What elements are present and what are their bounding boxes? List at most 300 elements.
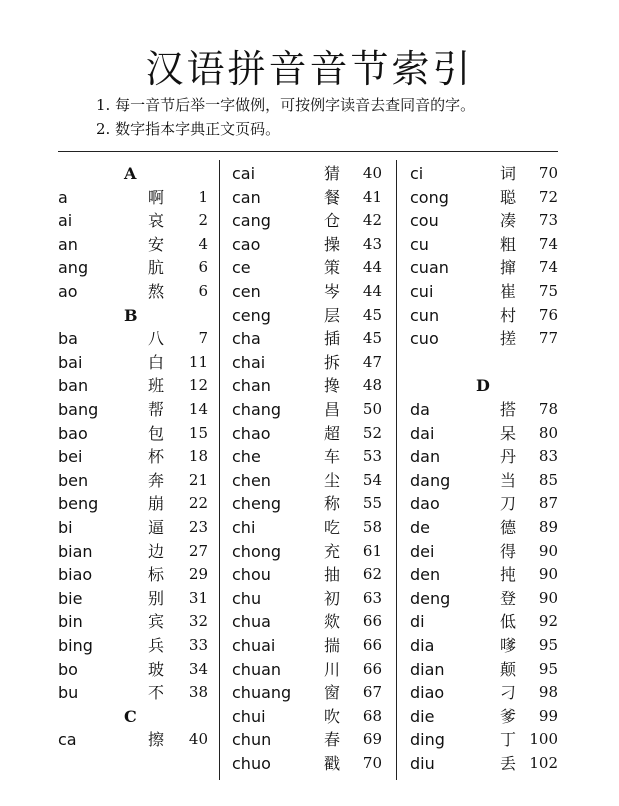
page-number: 85 — [538, 470, 558, 489]
example-character: 抽 — [324, 565, 341, 585]
blank-row — [410, 351, 558, 375]
example-character: 撺 — [500, 258, 517, 278]
page-number: 90 — [538, 541, 558, 560]
pinyin-syllable: ben — [58, 470, 89, 490]
page-number: 40 — [362, 164, 382, 182]
pinyin-syllable: dai — [410, 423, 435, 443]
syllable-row-ban — [58, 374, 208, 398]
pinyin-syllable: dia — [410, 636, 435, 655]
syllable-row-ceng — [232, 304, 382, 328]
pinyin-syllable: ci — [410, 164, 424, 183]
page-number: 6 — [198, 282, 208, 300]
page-number: 92 — [538, 612, 558, 631]
example-character: 充 — [324, 541, 341, 561]
page-number: 78 — [538, 400, 558, 418]
page-number: 83 — [538, 447, 558, 466]
example-character: 粗 — [500, 234, 517, 254]
example-character: 春 — [324, 730, 341, 750]
page-number: 100 — [529, 730, 558, 749]
page-number: 2 — [198, 211, 208, 230]
page-number: 45 — [362, 329, 382, 348]
section-letter: A — [124, 164, 137, 183]
syllable-row-dei — [410, 540, 558, 564]
example-character: 玻 — [148, 659, 165, 679]
pinyin-syllable: chen — [232, 470, 271, 490]
pinyin-syllable: bi — [58, 518, 73, 537]
pinyin-syllable: bu — [58, 683, 79, 703]
syllable-row-chong — [232, 540, 382, 564]
page-number: 44 — [362, 282, 382, 300]
syllable-row-bu — [58, 681, 208, 705]
pinyin-syllable: chun — [232, 730, 272, 750]
pinyin-syllable: dian — [410, 659, 445, 679]
page-number: 18 — [188, 447, 208, 466]
pinyin-syllable: chong — [232, 541, 282, 561]
pinyin-syllable: cao — [232, 234, 261, 254]
syllable-row-dao — [410, 492, 558, 516]
syllable-row-can — [232, 186, 382, 210]
pinyin-syllable: bei — [58, 447, 83, 467]
syllable-row-cang — [232, 209, 382, 233]
syllable-row-ding — [410, 728, 558, 752]
page-number: 6 — [198, 258, 208, 277]
section-letter-d — [410, 374, 558, 398]
pinyin-syllable: cong — [410, 187, 449, 207]
page-number: 52 — [362, 423, 382, 442]
example-character: 兵 — [148, 636, 165, 655]
page-number: 40 — [188, 730, 208, 749]
page-number: 95 — [538, 659, 558, 678]
section-letter-b — [58, 304, 208, 328]
page-number: 66 — [362, 659, 382, 678]
note-1: 1. 每一音节后举一字做例，可按例字读音去查同音的字。 — [96, 96, 476, 114]
example-character: 擦 — [148, 730, 165, 750]
example-character: 啊 — [148, 187, 165, 207]
example-character: 词 — [500, 164, 517, 183]
page-number: 61 — [362, 541, 382, 560]
example-character: 杯 — [148, 447, 165, 467]
example-character: 别 — [148, 588, 165, 608]
pinyin-syllable: bang — [58, 400, 99, 419]
pinyin-syllable: dei — [410, 541, 435, 561]
page-number: 47 — [362, 352, 382, 371]
syllable-row-a — [58, 186, 208, 210]
pinyin-syllable: da — [410, 400, 430, 419]
pinyin-syllable: den — [410, 565, 441, 585]
pinyin-syllable: ce — [232, 258, 251, 278]
column-divider-1 — [219, 160, 220, 780]
syllable-row-cao — [232, 233, 382, 257]
page-number: 90 — [538, 565, 558, 584]
section-letter: C — [124, 706, 137, 726]
page-number: 4 — [198, 234, 208, 253]
syllable-row-an — [58, 233, 208, 257]
page-number: 75 — [538, 282, 558, 300]
pinyin-syllable: diu — [410, 754, 435, 773]
example-character: 窗 — [324, 683, 341, 703]
syllable-row-deng — [410, 587, 558, 611]
syllable-row-ca — [58, 728, 208, 752]
pinyin-syllable: di — [410, 612, 425, 632]
example-character: 刁 — [500, 683, 517, 703]
pinyin-syllable: chang — [232, 400, 282, 419]
pinyin-syllable: a — [58, 187, 68, 207]
example-character: 层 — [324, 305, 341, 325]
example-character: 揣 — [324, 636, 341, 655]
page-number: 102 — [529, 754, 558, 772]
pinyin-syllable: cou — [410, 211, 439, 231]
syllable-row-de — [410, 516, 558, 540]
example-character: 昌 — [324, 400, 341, 419]
example-character: 崔 — [500, 282, 517, 301]
syllable-row-chao — [232, 422, 382, 446]
pinyin-syllable: cui — [410, 282, 434, 301]
example-character: 车 — [324, 447, 341, 467]
example-character: 扽 — [500, 565, 517, 585]
example-character: 标 — [148, 565, 165, 585]
example-character: 肮 — [148, 258, 165, 278]
syllable-row-chu — [232, 587, 382, 611]
page-number: 66 — [362, 636, 382, 654]
example-character: 仓 — [324, 211, 341, 231]
example-character: 得 — [500, 541, 517, 561]
pinyin-syllable: chuang — [232, 683, 292, 703]
column-divider-2 — [396, 160, 397, 780]
pinyin-syllable: ceng — [232, 305, 271, 325]
pinyin-syllable: de — [410, 518, 430, 537]
example-character: 刀 — [500, 494, 517, 514]
page-number: 42 — [362, 211, 382, 230]
example-character: 插 — [324, 329, 341, 349]
syllable-row-chuo — [232, 752, 382, 776]
pinyin-syllable: dang — [410, 470, 451, 490]
page-number: 90 — [538, 588, 558, 607]
page-number: 11 — [188, 352, 208, 371]
pinyin-syllable: bo — [58, 659, 78, 679]
page-number: 66 — [362, 612, 382, 631]
example-character: 称 — [324, 494, 341, 514]
example-character: 吃 — [324, 518, 341, 537]
example-character: 操 — [324, 234, 341, 254]
section-letter-c — [58, 705, 208, 729]
syllable-row-dai — [410, 422, 558, 446]
syllable-row-chuang — [232, 681, 382, 705]
example-character: 川 — [324, 659, 341, 679]
example-character: 爹 — [500, 706, 517, 726]
page-number: 29 — [188, 565, 208, 584]
page-number: 34 — [188, 659, 208, 678]
pinyin-syllable: ding — [410, 730, 445, 750]
pinyin-syllable: ban — [58, 376, 89, 396]
syllable-row-chang — [232, 398, 382, 422]
example-character: 村 — [500, 305, 517, 325]
pinyin-syllable: chan — [232, 376, 271, 396]
pinyin-syllable: can — [232, 187, 261, 207]
example-character: 拆 — [324, 352, 341, 372]
syllable-row-bin — [58, 610, 208, 634]
syllable-row-di — [410, 610, 558, 634]
page-number: 54 — [362, 470, 382, 489]
example-character: 宾 — [148, 612, 165, 632]
example-character: 八 — [148, 329, 165, 349]
page-number: 45 — [362, 305, 382, 324]
syllable-row-chun — [232, 728, 382, 752]
syllable-row-chuai — [232, 634, 382, 658]
pinyin-syllable: beng — [58, 494, 99, 514]
pinyin-syllable: cuan — [410, 258, 449, 278]
pinyin-syllable: chua — [232, 612, 271, 632]
page-number: 22 — [188, 494, 208, 513]
page-number: 69 — [362, 730, 382, 749]
page-title: 汉语拼音音节索引 — [145, 47, 474, 91]
pinyin-syllable: ai — [58, 211, 73, 231]
pinyin-syllable: chuai — [232, 636, 276, 655]
syllable-row-dang — [410, 469, 558, 493]
page-number: 7 — [198, 329, 208, 348]
syllable-row-chuan — [232, 658, 382, 682]
pinyin-syllable: bing — [58, 636, 93, 655]
page-number: 12 — [188, 376, 208, 395]
example-character: 白 — [148, 352, 165, 372]
page-number: 74 — [538, 258, 558, 277]
example-character: 班 — [148, 376, 165, 396]
pinyin-syllable: ao — [58, 282, 78, 301]
page-number: 31 — [188, 588, 208, 607]
example-character: 帮 — [148, 400, 165, 419]
page-number: 58 — [362, 518, 382, 536]
page-number: 89 — [538, 518, 558, 536]
syllable-row-ben — [58, 469, 208, 493]
syllable-row-biao — [58, 563, 208, 587]
pinyin-syllable: die — [410, 706, 435, 726]
pinyin-syllable: cuo — [410, 329, 439, 349]
example-character: 呆 — [500, 423, 517, 443]
example-character: 熬 — [148, 282, 165, 301]
page-number: 74 — [538, 234, 558, 253]
pinyin-syllable: chuan — [232, 659, 282, 679]
syllable-row-ang — [58, 256, 208, 280]
page-number: 70 — [538, 164, 558, 182]
syllable-row-beng — [58, 492, 208, 516]
page-number: 95 — [538, 636, 558, 654]
pinyin-syllable: cai — [232, 164, 256, 183]
example-character: 奔 — [148, 470, 165, 490]
example-character: 逼 — [148, 518, 165, 537]
syllable-row-da — [410, 398, 558, 422]
pinyin-syllable: bao — [58, 423, 88, 443]
syllable-row-che — [232, 445, 382, 469]
page-number: 70 — [362, 754, 382, 772]
syllable-row-bi — [58, 516, 208, 540]
page-number: 32 — [188, 612, 208, 631]
example-character: 猜 — [324, 164, 341, 183]
syllable-row-dan — [410, 445, 558, 469]
syllable-row-ci — [410, 162, 558, 186]
pinyin-syllable: ang — [58, 258, 89, 278]
pinyin-syllable: biao — [58, 565, 93, 585]
syllable-row-chai — [232, 351, 382, 375]
pinyin-syllable: cun — [410, 305, 440, 325]
page-number: 72 — [538, 187, 558, 206]
example-character: 当 — [500, 470, 517, 490]
pinyin-syllable: chuo — [232, 754, 271, 773]
pinyin-syllable: chao — [232, 423, 271, 443]
usage-notes — [96, 93, 475, 141]
pinyin-syllable: cen — [232, 282, 261, 301]
example-character: 登 — [500, 588, 517, 608]
page-number: 43 — [362, 234, 382, 253]
syllable-row-cha — [232, 327, 382, 351]
pinyin-syllable: cha — [232, 329, 261, 349]
syllable-row-ao — [58, 280, 208, 304]
syllable-row-cu — [410, 233, 558, 257]
example-character: 包 — [148, 423, 165, 443]
page-number: 87 — [538, 494, 558, 513]
page-number: 77 — [538, 329, 558, 348]
page-number: 27 — [188, 541, 208, 560]
example-character: 岑 — [324, 282, 341, 301]
syllable-row-chan — [232, 374, 382, 398]
pinyin-syllable: chai — [232, 352, 266, 372]
syllable-row-cen — [232, 280, 382, 304]
pinyin-syllable: bian — [58, 541, 93, 561]
page-number: 80 — [538, 423, 558, 442]
note-2: 2. 数字指本字典正文页码。 — [96, 120, 281, 138]
syllable-row-chua — [232, 610, 382, 634]
syllable-row-bei — [58, 445, 208, 469]
syllable-row-cun — [410, 304, 558, 328]
example-character: 不 — [148, 683, 165, 703]
header-rule — [58, 151, 558, 152]
example-character: 餐 — [324, 187, 341, 207]
pinyin-syllable: ca — [58, 730, 77, 750]
pinyin-syllable: dao — [410, 494, 440, 514]
pinyin-syllable: cu — [410, 234, 429, 254]
syllable-row-bai — [58, 351, 208, 375]
pinyin-syllable: ba — [58, 329, 78, 349]
example-character: 凑 — [500, 211, 517, 231]
syllable-row-ce — [232, 256, 382, 280]
page-number: 48 — [362, 376, 382, 395]
page-number: 44 — [362, 258, 382, 277]
pinyin-syllable: deng — [410, 588, 451, 608]
pinyin-syllable: bin — [58, 612, 83, 632]
example-character: 哀 — [148, 211, 165, 231]
page-number: 63 — [362, 588, 382, 607]
syllable-row-cuo — [410, 327, 558, 351]
page-number: 62 — [362, 565, 382, 584]
page-number: 21 — [188, 470, 208, 489]
syllable-row-ba — [58, 327, 208, 351]
page-number: 53 — [362, 447, 382, 466]
page-number: 15 — [188, 423, 208, 442]
page-number: 41 — [362, 187, 382, 206]
example-character: 崩 — [148, 494, 165, 514]
page-number: 68 — [362, 706, 382, 725]
example-character: 搀 — [324, 376, 341, 396]
page-number: 73 — [538, 211, 558, 230]
pinyin-syllable: chi — [232, 518, 256, 537]
syllable-row-diao — [410, 681, 558, 705]
syllable-row-bang — [58, 398, 208, 422]
section-letter: B — [124, 305, 138, 325]
page-number: 55 — [362, 494, 382, 513]
example-character: 聪 — [500, 187, 517, 207]
example-character: 吹 — [324, 706, 341, 726]
syllable-row-dia — [410, 634, 558, 658]
example-character: 欻 — [324, 612, 341, 632]
example-character: 低 — [500, 612, 517, 632]
syllable-row-bing — [58, 634, 208, 658]
page-number: 50 — [362, 400, 382, 418]
pinyin-syllable: che — [232, 447, 261, 467]
example-character: 德 — [500, 518, 517, 537]
section-letter: D — [476, 376, 490, 396]
example-character: 搓 — [500, 329, 517, 349]
pinyin-syllable: chui — [232, 706, 266, 726]
pinyin-syllable: bai — [58, 352, 83, 372]
syllable-row-die — [410, 705, 558, 729]
syllable-row-cai — [232, 162, 382, 186]
example-character: 嗲 — [500, 636, 517, 655]
example-character: 丹 — [500, 447, 517, 467]
example-character: 超 — [324, 423, 341, 443]
example-character: 丢 — [500, 754, 517, 773]
example-character: 戳 — [324, 754, 341, 773]
example-character: 丁 — [500, 730, 517, 750]
page-number: 99 — [538, 706, 558, 725]
syllable-row-ai — [58, 209, 208, 233]
page-number: 76 — [538, 305, 558, 324]
pinyin-syllable: diao — [410, 683, 445, 703]
page-number: 38 — [188, 683, 208, 702]
page-number: 14 — [188, 400, 208, 418]
syllable-row-cong — [410, 186, 558, 210]
pinyin-syllable: dan — [410, 447, 441, 467]
syllable-row-bao — [58, 422, 208, 446]
syllable-row-cuan — [410, 256, 558, 280]
pinyin-syllable: cang — [232, 211, 271, 231]
example-character: 尘 — [324, 470, 341, 490]
pinyin-syllable: an — [58, 234, 78, 254]
syllable-row-den — [410, 563, 558, 587]
syllable-row-chen — [232, 469, 382, 493]
section-letter-a — [58, 162, 208, 186]
syllable-row-bie — [58, 587, 208, 611]
page-number: 98 — [538, 683, 558, 702]
syllable-row-chi — [232, 516, 382, 540]
syllable-row-cheng — [232, 492, 382, 516]
syllable-row-chou — [232, 563, 382, 587]
page-number: 67 — [362, 683, 382, 702]
pinyin-syllable: cheng — [232, 494, 282, 514]
syllable-row-chui — [232, 705, 382, 729]
example-character: 策 — [324, 258, 341, 278]
example-character: 初 — [324, 588, 341, 608]
syllable-row-bo — [58, 658, 208, 682]
pinyin-syllable: chou — [232, 565, 271, 585]
syllable-row-dian — [410, 658, 558, 682]
page-number: 33 — [188, 636, 208, 654]
page-number: 1 — [198, 187, 208, 206]
syllable-row-cou — [410, 209, 558, 233]
example-character: 安 — [148, 234, 165, 254]
pinyin-syllable: bie — [58, 588, 83, 608]
syllable-row-cui — [410, 280, 558, 304]
page-number: 23 — [188, 518, 208, 536]
example-character: 颠 — [500, 659, 517, 679]
pinyin-syllable: chu — [232, 588, 262, 608]
